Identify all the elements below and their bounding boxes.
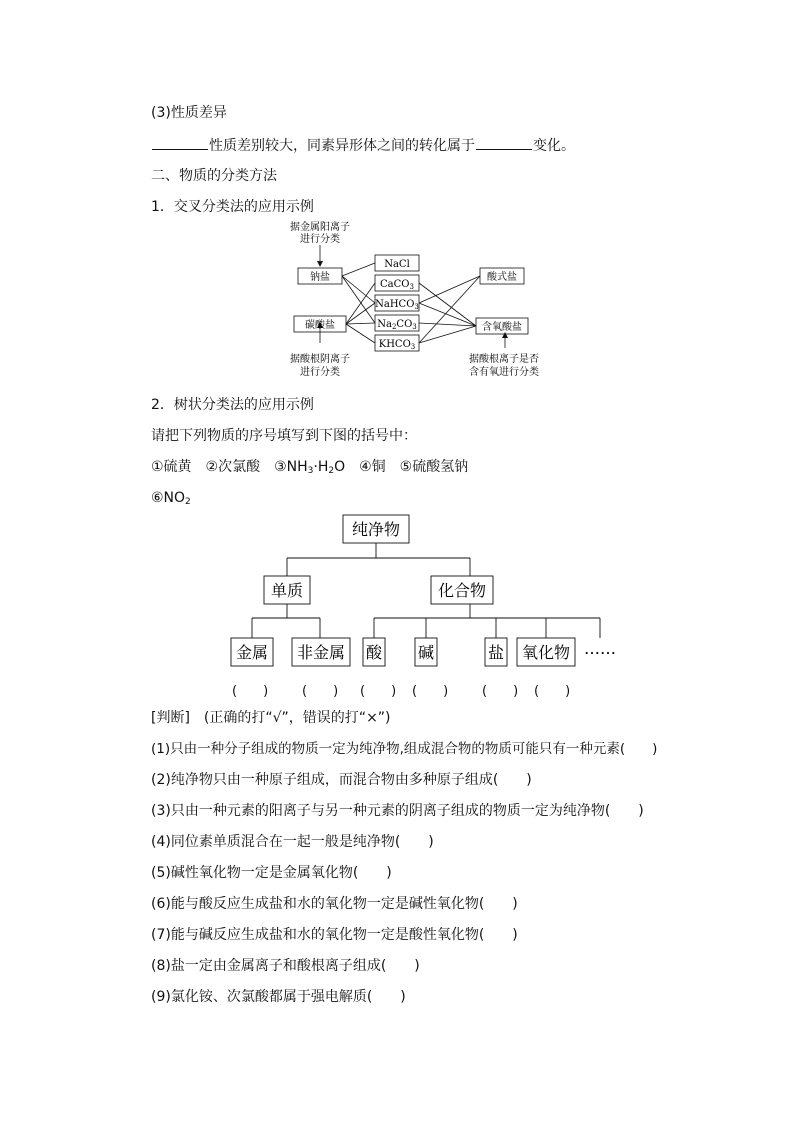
formula-nacl: NaCl [384,259,410,270]
bottom-left-note-1: 据酸根阴离子 [290,354,350,365]
sub1-title: 1．交叉分类法的应用示例 [151,199,314,215]
answer-paren-oxide[interactable]: ( ) [534,684,571,699]
answer-paren-nonmetal[interactable]: ( ) [302,684,339,699]
judge-item: (9)氯化铵、次氯酸都属于强电解质( ) [151,989,406,1005]
judge-item: (6)能与酸反应生成盐和水的氧化物一定是碱性氧化物( ) [151,896,518,912]
formula-caco3: CaCO$_3$ [380,279,414,291]
judge-item: (7)能与碱反应生成盐和水的氧化物一定是酸性氧化物( ) [151,927,518,943]
tree-leaf: 非金属 [296,643,346,662]
bottom-left-note-2: 进行分类 [300,367,340,378]
answer-paren-acid[interactable]: ( ) [360,684,397,699]
items-line-1: ①硫黄 ②次氯酸 $③NH_3\cdot H_2O$ ④铜 ⑤硫酸氢钠 [151,459,469,476]
section3-text [151,136,575,155]
formula-khco3: $KHCO_3$ [378,339,416,351]
tree-leaf: 碱 [417,643,435,662]
tree-ellipsis: …… [584,639,616,658]
tree-level1: 单质 [270,581,304,600]
answer-paren-metal[interactable]: ( ) [232,684,269,699]
bottom-right-note-2: 含有氧进行分类 [469,367,539,378]
cross-classification-diagram [270,218,560,383]
answer-paren-base[interactable]: ( ) [412,684,449,699]
tree-classification-diagram [220,510,630,670]
fill-blank-2[interactable] [476,136,532,150]
tree-leaf: 酸 [365,643,383,662]
judge-item: (5)碱性氧化物一定是金属氧化物( ) [151,865,392,881]
right-box-label: 酸式盐 [487,272,517,283]
tree-leaf: 氧化物 [521,643,571,662]
left-box-label: 碳酸盐 [305,320,335,331]
judge-heading: [判断] (正确的打“√”，错误的打“×”) [151,710,391,726]
sub2-title: 2．树状分类法的应用示例 [151,397,314,413]
formula-nahco3: NaHCO$_3$ [375,299,419,311]
bottom-right-note-1: 据酸根离子是否 [469,354,539,365]
section3-heading: (3)性质差异 [151,105,227,121]
section3-text-b: 变化。 [533,138,575,154]
left-box-label: 钠盐 [310,272,330,283]
instruction: 请把下列物质的序号填写到下图的括号中： [151,428,417,444]
right-box-label: 含氧酸盐 [482,322,522,333]
top-note-1: 据金属阳离子 [290,222,350,233]
judge-item: (3)只由一种元素的阳离子与另一种元素的阴离子组成的物质一定为纯净物( ) [151,803,644,819]
fill-blank-1[interactable] [152,136,208,150]
part2-title: 二、物质的分类方法 [151,168,277,184]
top-note-2: 进行分类 [300,234,340,245]
tree-leaf: 金属 [235,643,269,662]
tree-leaf: 盐 [487,643,505,662]
tree-root: 纯净物 [351,520,401,539]
tree-level1: 化合物 [437,581,487,600]
answer-paren-salt[interactable]: ( ) [482,684,519,699]
judge-item: (8)盐一定由金属离子和酸根离子组成( ) [151,958,420,974]
section3-text-a: 性质差别较大，同素异形体之间的转化属于 [209,138,475,154]
judge-item: (4)同位素单质混合在一起一般是纯净物( ) [151,834,434,850]
items-line-2: $⑥NO_2$ [151,490,191,507]
formula-na2co3: $Na_2CO_3$ [377,319,417,331]
judge-item: (2)纯净物只由一种原子组成，而混合物由多种原子组成( ) [151,772,532,788]
judge-item: (1)只由一种分子组成的物质一定为纯净物,组成混合物的物质可能只有一种元素( ) [151,741,658,757]
